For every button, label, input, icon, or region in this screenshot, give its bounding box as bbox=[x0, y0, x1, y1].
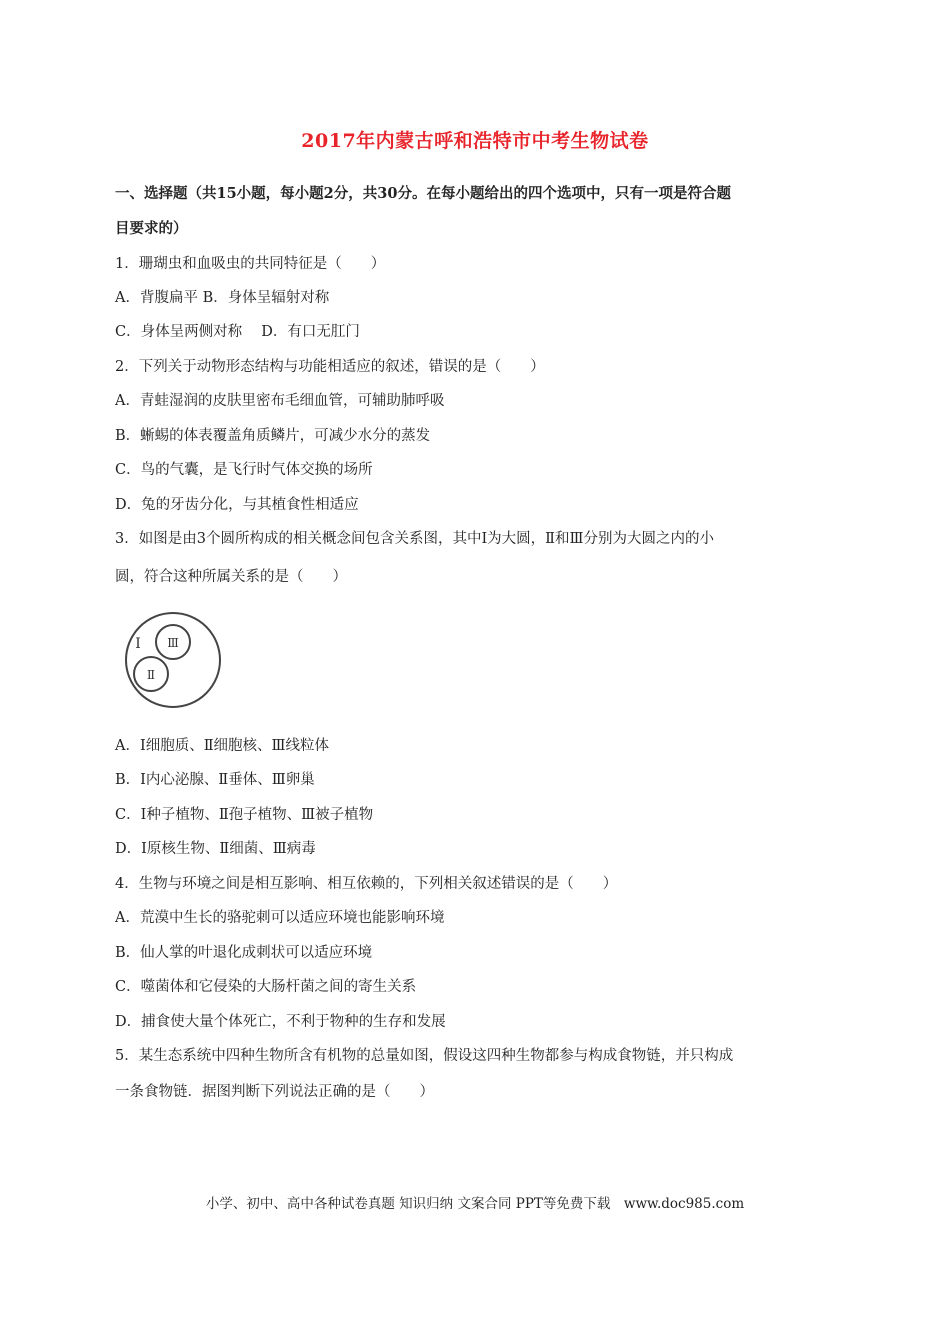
q4-option-b: B．仙人掌的叶退化成刺状可以适应环境 bbox=[115, 945, 373, 961]
label-3: Ⅲ bbox=[167, 636, 179, 650]
q3-option-c: C．Ⅰ种子植物、Ⅱ孢子植物、Ⅲ被子植物 bbox=[115, 807, 374, 823]
q1-options-ab: A．背腹扁平 B．身体呈辐射对称 bbox=[115, 290, 330, 306]
q3-option-b: B．Ⅰ内心泌腺、Ⅱ垂体、Ⅲ卵巢 bbox=[115, 772, 315, 788]
q2-option-c: C．鸟的气囊，是飞行时气体交换的场所 bbox=[115, 462, 373, 478]
section-heading-line1: 一、选择题（共15小题，每小题2分，共30分。在每小题给出的四个选项中，只有一项是符合题 bbox=[115, 185, 731, 202]
page-footer: 小学、初中、高中各种试卷真题 知识归纳 文案合同 PPT等免费下载 www.doc985.com bbox=[205, 1196, 745, 1212]
label-1: Ⅰ bbox=[135, 636, 141, 652]
q4-option-d: D．捕食使大量个体死亡，不利于物种的生存和发展 bbox=[115, 1014, 446, 1030]
section-heading-line2: 目要求的） bbox=[115, 220, 188, 237]
label-2: Ⅱ bbox=[146, 668, 156, 682]
q4-stem: 4．生物与环境之间是相互影响、相互依赖的，下列相关叙述错误的是（ ） bbox=[115, 876, 618, 892]
q2-option-d: D．兔的牙齿分化，与其植食性相适应 bbox=[115, 497, 359, 513]
q3-stem-line2: 圆，符合这种所属关系的是（ ） bbox=[115, 569, 347, 585]
q5-stem-line2: 一条食物链．据图判断下列说法正确的是（ ） bbox=[115, 1084, 434, 1100]
q1-stem: 1．珊瑚虫和血吸虫的共同特征是（ ） bbox=[115, 256, 386, 272]
q3-option-d: D．Ⅰ原核生物、Ⅱ细菌、Ⅲ病毒 bbox=[115, 841, 316, 857]
q3-stem-line1: 3．如图是由3个圆所构成的相关概念间包含关系图，其中Ⅰ为大圆，Ⅱ和Ⅲ分别为大圆之内的小 bbox=[115, 531, 715, 547]
q4-option-c: C．噬菌体和它侵染的大肠杆菌之间的寄生关系 bbox=[115, 979, 417, 995]
q3-circle-diagram bbox=[110, 610, 240, 710]
q4-option-a: A．荒漠中生长的骆驼刺可以适应环境也能影响环境 bbox=[115, 910, 445, 926]
q1-options-cd: C．身体呈两侧对称 D．有口无肛门 bbox=[115, 324, 360, 340]
q5-stem-line1: 5．某生态系统中四种生物所含有机物的总量如图，假设这四种生物都参与构成食物链，并只构成 bbox=[115, 1048, 734, 1064]
q3-option-a: A．Ⅰ细胞质、Ⅱ细胞核、Ⅲ线粒体 bbox=[115, 738, 330, 754]
page-title: 2017年内蒙古呼和浩特市中考生物试卷 bbox=[301, 130, 649, 152]
q2-option-a: A．青蛙湿润的皮肤里密布毛细血管，可辅助肺呼吸 bbox=[115, 393, 445, 409]
q2-option-b: B．蜥蜴的体表覆盖角质鳞片，可减少水分的蒸发 bbox=[115, 428, 431, 444]
q2-stem: 2．下列关于动物形态结构与功能相适应的叙述，错误的是（ ） bbox=[115, 359, 545, 375]
